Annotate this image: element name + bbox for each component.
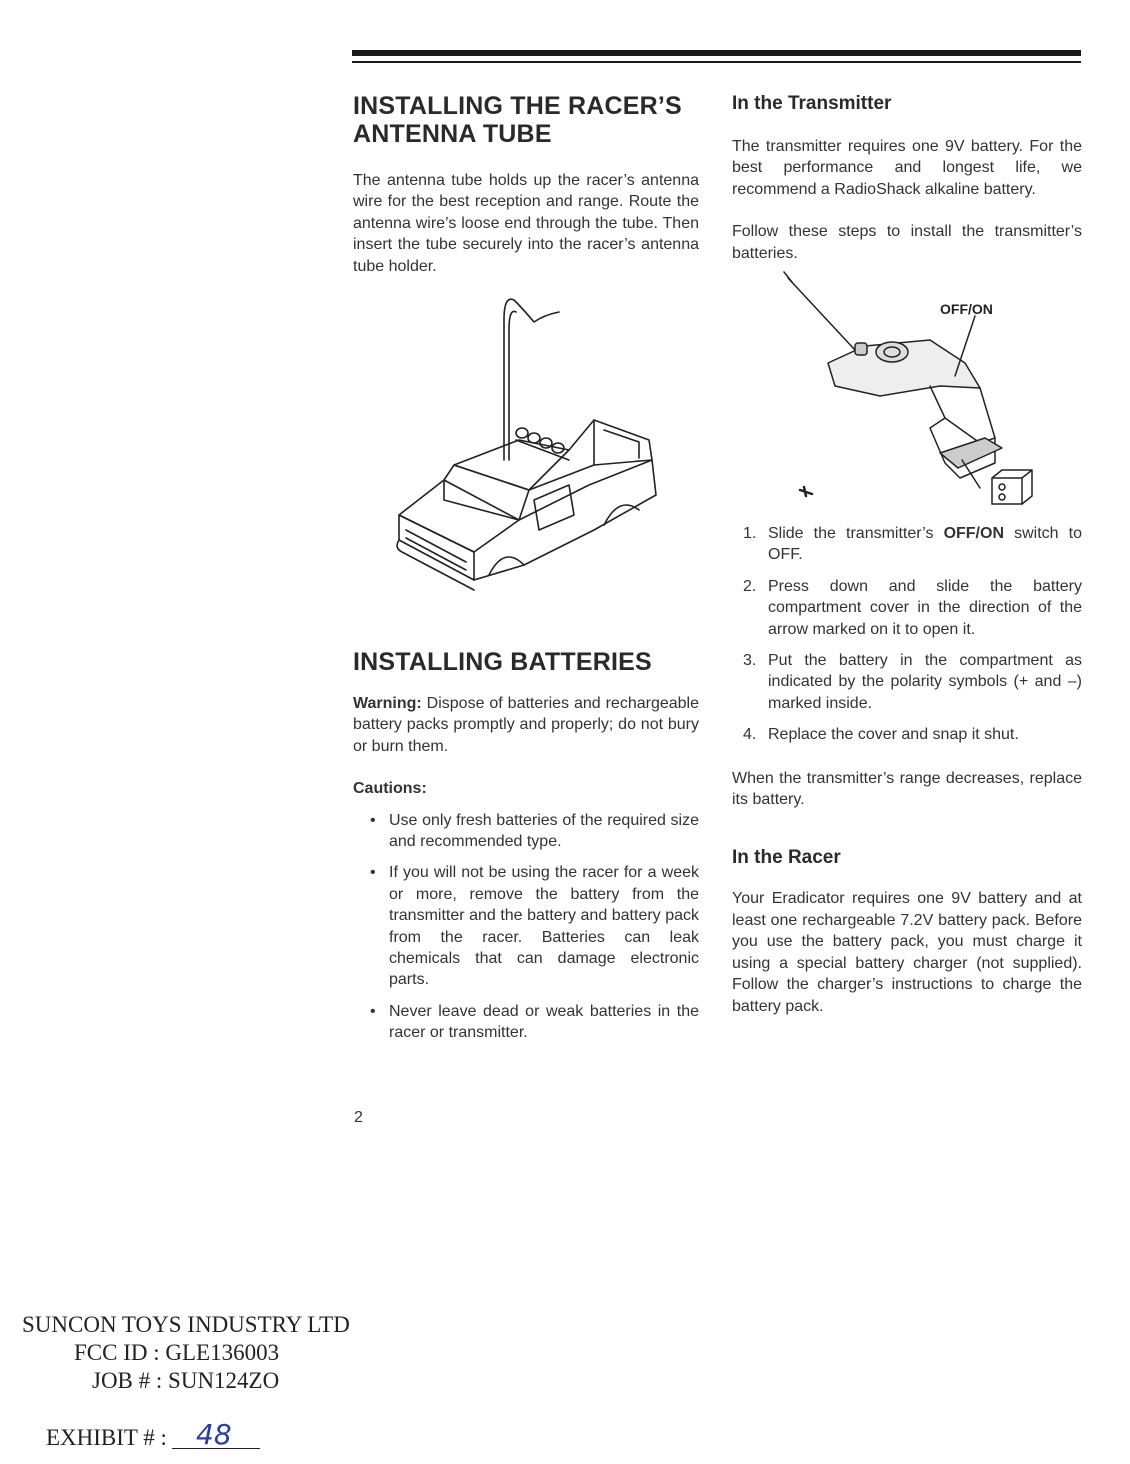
- bullet-dot: •: [370, 864, 376, 882]
- transmitter-paragraph-2: Follow these steps to install the transmitter’s batteries.: [732, 223, 1082, 262]
- stamp-exhibit-label: EXHIBIT # :: [46, 1425, 167, 1450]
- header-rule-thin: [352, 61, 1081, 63]
- stamp-fcc-id: FCC ID : GLE136003: [74, 1340, 280, 1365]
- antenna-heading-line2: ANTENNA TUBE: [353, 120, 552, 148]
- left-column: [353, 92, 699, 277]
- warning-paragraph: [353, 693, 699, 757]
- range-paragraph: When the transmitter’s range decreases, replace its battery.: [732, 769, 1082, 809]
- transmitter-heading: In the Transmitter: [732, 93, 892, 114]
- offon-callout: OFF/ON: [940, 301, 993, 317]
- list-item: 3. Put the battery in the compartment as indicated by the polarity symbols (+ and –) marked inside.: [743, 652, 1082, 712]
- transmitter-paragraph-1: The transmitter requires one 9V battery. For the best performance and longest life, we recommend a RadioShack alkaline battery.: [732, 138, 1082, 198]
- list-item: 2. Press down and slide the battery compartment cover in the direction of the arrow marked on it to open it.: [743, 577, 1082, 638]
- cautions-list: [353, 810, 699, 1044]
- truck-illustration: [394, 290, 664, 600]
- exhibit-handwritten-value: 48: [196, 1418, 232, 1451]
- list-item: 1. Slide the transmitter’s OFF/ON switch to OFF.: [743, 525, 1082, 564]
- racer-heading: In the Racer: [732, 847, 841, 869]
- stamp-job: JOB # : SUN124ZO: [92, 1368, 280, 1393]
- list-item: 4. Replace the cover and snap it shut.: [743, 726, 1019, 744]
- stamp-company: SUNCON TOYS INDUSTRY LTD: [22, 1312, 350, 1337]
- antenna-heading-line1: INSTALLING THE RACER’S: [353, 92, 682, 120]
- header-rule: [352, 50, 1081, 56]
- antenna-paragraph: The antenna tube holds up the racer’s antenna wire for the best reception and range. Route the antenna wire’s loose end through the tube. Then insert the tube securely into the racer’s antenna tube holder.: [353, 172, 699, 275]
- bullet-dot: •: [370, 811, 376, 829]
- antenna-heading: [353, 92, 699, 148]
- batteries-heading: INSTALLING BATTERIES: [353, 648, 652, 676]
- right-column: [732, 92, 1082, 264]
- warning-label: Warning:: [353, 695, 422, 712]
- list-item: • If you will not be using the racer for a week or more, remove the battery from the transmitter and the battery and battery pack from the racer. Batteries can leak chemicals that can damage electronic parts.: [370, 864, 699, 989]
- steps-list: [732, 523, 1082, 746]
- list-item: • Never leave dead or weak batteries in the racer or transmitter.: [370, 1002, 699, 1042]
- steps-section: [732, 523, 1082, 1017]
- page-number: 2: [354, 1109, 363, 1126]
- warning-text: Dispose of batteries and rechargeable battery packs promptly and properly; do not bury or burn them.: [353, 695, 699, 755]
- bullet-dot: •: [370, 1002, 376, 1020]
- racer-paragraph: Your Eradicator requires one 9V battery and at least one rechargeable 7.2V battery pack. Before you use the battery pack, you must charge it using a special battery charger (not supplied). Follow the charger’s instructions to charge the battery pack.: [732, 890, 1082, 1015]
- list-item: • Use only fresh batteries of the required size and recommended type.: [370, 811, 699, 851]
- cautions-label: Cautions:: [353, 780, 427, 798]
- batteries-section: [353, 648, 699, 1054]
- transmitter-illustration: [780, 268, 1050, 518]
